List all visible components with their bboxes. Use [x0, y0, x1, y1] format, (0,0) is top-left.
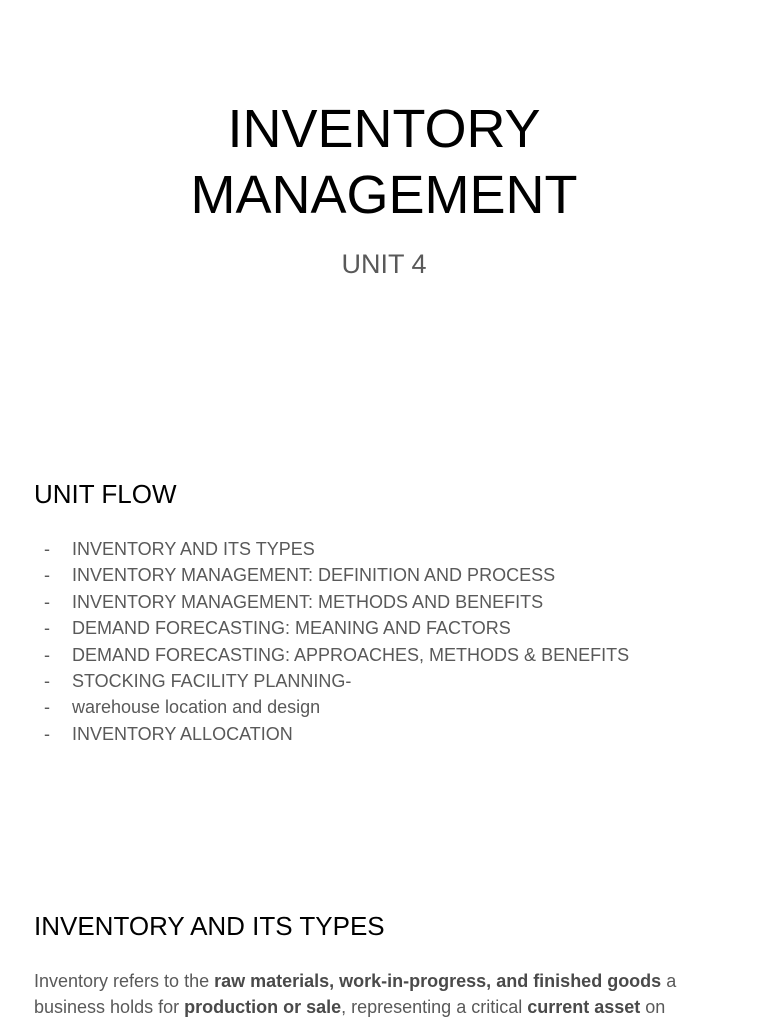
inventory-definition-paragraph	[34, 968, 734, 1020]
list-item	[0, 694, 768, 720]
paragraph-text: on	[640, 997, 666, 1017]
main-title-line-1: INVENTORY	[227, 99, 541, 159]
main-title-line-2: MANAGEMENT	[190, 165, 578, 225]
list-item	[0, 615, 768, 641]
paragraph-bold-text: raw materials, work-in-progress, and finished goods	[214, 971, 662, 991]
list-bullet: -	[44, 591, 50, 612]
list-bullet: -	[44, 670, 50, 691]
list-item-text: STOCKING FACILITY PLANNING-	[72, 670, 352, 691]
title-slide	[0, 0, 768, 420]
list-item-text: INVENTORY MANAGEMENT: METHODS AND BENEFITS	[72, 591, 544, 612]
list-bullet: -	[44, 644, 50, 665]
list-bullet: -	[44, 723, 50, 744]
list-item-text: INVENTORY ALLOCATION	[72, 723, 293, 744]
main-title	[0, 96, 768, 228]
list-bullet: -	[44, 565, 50, 586]
list-item	[0, 721, 768, 747]
list-item-text: INVENTORY AND ITS TYPES	[72, 539, 315, 559]
paragraph-text: Inventory refers to the	[34, 971, 215, 991]
list-item	[0, 589, 768, 615]
unit-flow-heading: UNIT FLOW	[34, 479, 177, 509]
list-item	[0, 642, 768, 668]
inventory-types-heading: INVENTORY AND ITS TYPES	[34, 911, 385, 941]
list-bullet: -	[44, 618, 50, 639]
unit-subtitle: UNIT 4	[341, 249, 427, 279]
paragraph-text: a business holds for	[34, 971, 677, 1017]
paragraph-bold-text: current asset	[527, 997, 641, 1017]
list-item	[0, 562, 768, 588]
list-item-text: INVENTORY MANAGEMENT: DEFINITION AND PROCESS	[72, 565, 556, 586]
list-item	[0, 668, 768, 694]
unit-flow-list	[0, 536, 768, 747]
list-item-text: DEMAND FORECASTING: MEANING AND FACTORS	[72, 618, 511, 639]
list-item-text: DEMAND FORECASTING: APPROACHES, METHODS & BENEFITS	[72, 644, 630, 665]
paragraph-bold-text: production or sale	[184, 997, 342, 1017]
list-item-text: warehouse location and design	[72, 697, 321, 718]
list-bullet: -	[44, 697, 50, 718]
paragraph-text: , representing a critical	[341, 997, 528, 1017]
list-bullet: -	[44, 539, 50, 559]
list-item	[0, 536, 768, 562]
